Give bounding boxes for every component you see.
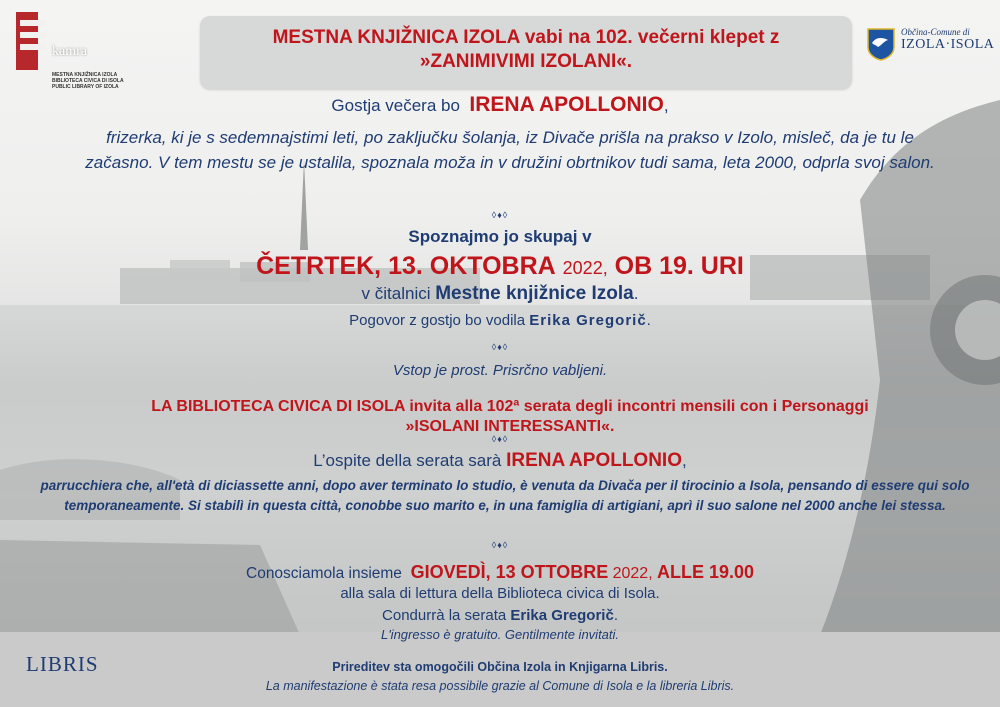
it-place: alla sala di lettura della Biblioteca civica di Isola. — [340, 585, 660, 602]
footer-line-2 — [0, 679, 1000, 693]
sl-entry: Vstop je prost. Prisrčno vabljeni. — [392, 362, 608, 379]
izola-crest-icon — [866, 27, 896, 61]
separator-2: ◊♦◊ — [491, 342, 509, 352]
it-host-pre: Condurrà la serata — [382, 607, 507, 624]
kamra-sub-2: BIBLIOTECA CIVICA DI ISOLA — [52, 78, 124, 84]
sl-spoznajmo: Spoznajmo jo skupaj v — [408, 227, 592, 246]
it-date-line — [0, 560, 1000, 586]
sl-place-line — [0, 282, 1000, 306]
header-title — [200, 26, 852, 74]
sl-guest-comma: , — [663, 96, 669, 115]
sl-guest-name: IRENA APOLLONIO — [469, 93, 664, 116]
sl-host-pre: Pogovor z gostjo bo vodila — [349, 312, 526, 329]
sl-host-end: . — [646, 312, 651, 329]
separator-1: ◊♦◊ — [491, 210, 509, 220]
obcina-logo-top: Občina-Comune di — [901, 27, 970, 37]
kamra-sub-3: PUBLIC LIBRARY OF IZOLA — [52, 84, 119, 90]
it-guest-intro: L’ospite della serata sarà — [313, 451, 502, 470]
sl-host-name: Erika Gregorič — [529, 312, 647, 329]
obcina-logo-main: IZOLA·ISOLA — [901, 37, 995, 52]
libris-logo: LIBRIS — [26, 652, 99, 676]
it-conosc: Conosciamola insieme — [246, 565, 402, 582]
header-line-1: MESTNA KNJIŽNICA IZOLA vabi na 102. večerni klepet z — [272, 27, 780, 48]
sl-place-name: Mestne knjižnice Izola — [435, 283, 634, 304]
sl-host-line — [0, 310, 1000, 332]
it-entry: L'ingresso è gratuito. Gentilmente invitati. — [380, 627, 620, 642]
footer-line-2-italic: La manifestazione è stata resa possibile grazie a — [265, 679, 537, 693]
sl-date-day: ČETRTEK, 13. OKTOBRA — [256, 252, 556, 280]
it-date-time: ALLE 19.00 — [656, 562, 754, 582]
sl-guest-intro: Gostja večera bo — [331, 96, 460, 115]
it-guest-comma: , — [682, 451, 687, 470]
it-host-name: Erika Gregorič — [510, 607, 614, 624]
it-host-line — [0, 607, 1000, 624]
it-date-year: 2022, — [612, 565, 653, 582]
separator-3: ◊♦◊ — [491, 434, 509, 444]
sl-place-end: . — [633, 284, 639, 303]
it-title — [80, 397, 940, 437]
sl-date-year: 2022, — [562, 258, 608, 278]
sl-guest-line — [0, 92, 1000, 119]
kamra-sub-1: MESTNA KNJIŽNICA IZOLA — [52, 72, 118, 78]
kamra-logo — [12, 10, 172, 90]
kamra-logo-word: kamra — [52, 44, 87, 59]
footer-line-2-rest: l Comune di Isola e la libreria Libris. — [536, 679, 735, 693]
it-guest-name: IRENA APOLLONIO — [506, 450, 682, 471]
it-guest-line — [0, 450, 1000, 472]
kamra-logo-icon — [12, 10, 52, 72]
sl-date-line — [0, 250, 1000, 284]
header-line-2: »ZANIMIVIMI IZOLANI«. — [419, 51, 633, 72]
it-title-2: »ISOLANI INTERESSANTI«. — [405, 418, 615, 435]
it-date-day: GIOVEDÌ, 13 OTTOBRE — [410, 562, 609, 582]
footer-line-1: Prireditev sta omogočili Občina Izola in Knjigarna Libris. — [332, 660, 668, 674]
sl-date-time: OB 19. URI — [614, 252, 744, 280]
it-title-1: LA BIBLIOTECA CIVICA DI ISOLA invita alla 102ª serata degli incontri mensili con i Personaggi — [151, 398, 869, 415]
sl-bio: frizerka, ki je s sedemnajstimi leti, po zaključku šolanja, iz Divače prišla na prakso v Izolo, misleč, da je tu le začasno. V tem mestu se je ustalila, spoznala moža in v družini obrtnikov tudi sama, leta 2000, odprla svoj salon. — [85, 128, 935, 172]
sl-place-pre: v čitalnici — [361, 284, 431, 303]
separator-4: ◊♦◊ — [491, 540, 509, 550]
kamra-logo-subtitle — [52, 72, 124, 90]
it-host-end: . — [613, 607, 618, 624]
it-bio: parrucchiera che, all'età di diciassette anni, dopo aver terminato lo studio, è venuta da Divača per il tirocinio a Isola, pensando di essere qui solo temporaneamente. Si stabilì in questa città, conobbe suo marito e, in una famiglia di artigiani, aprì il suo salone nel 2000 anche lei stessa. — [40, 478, 970, 513]
